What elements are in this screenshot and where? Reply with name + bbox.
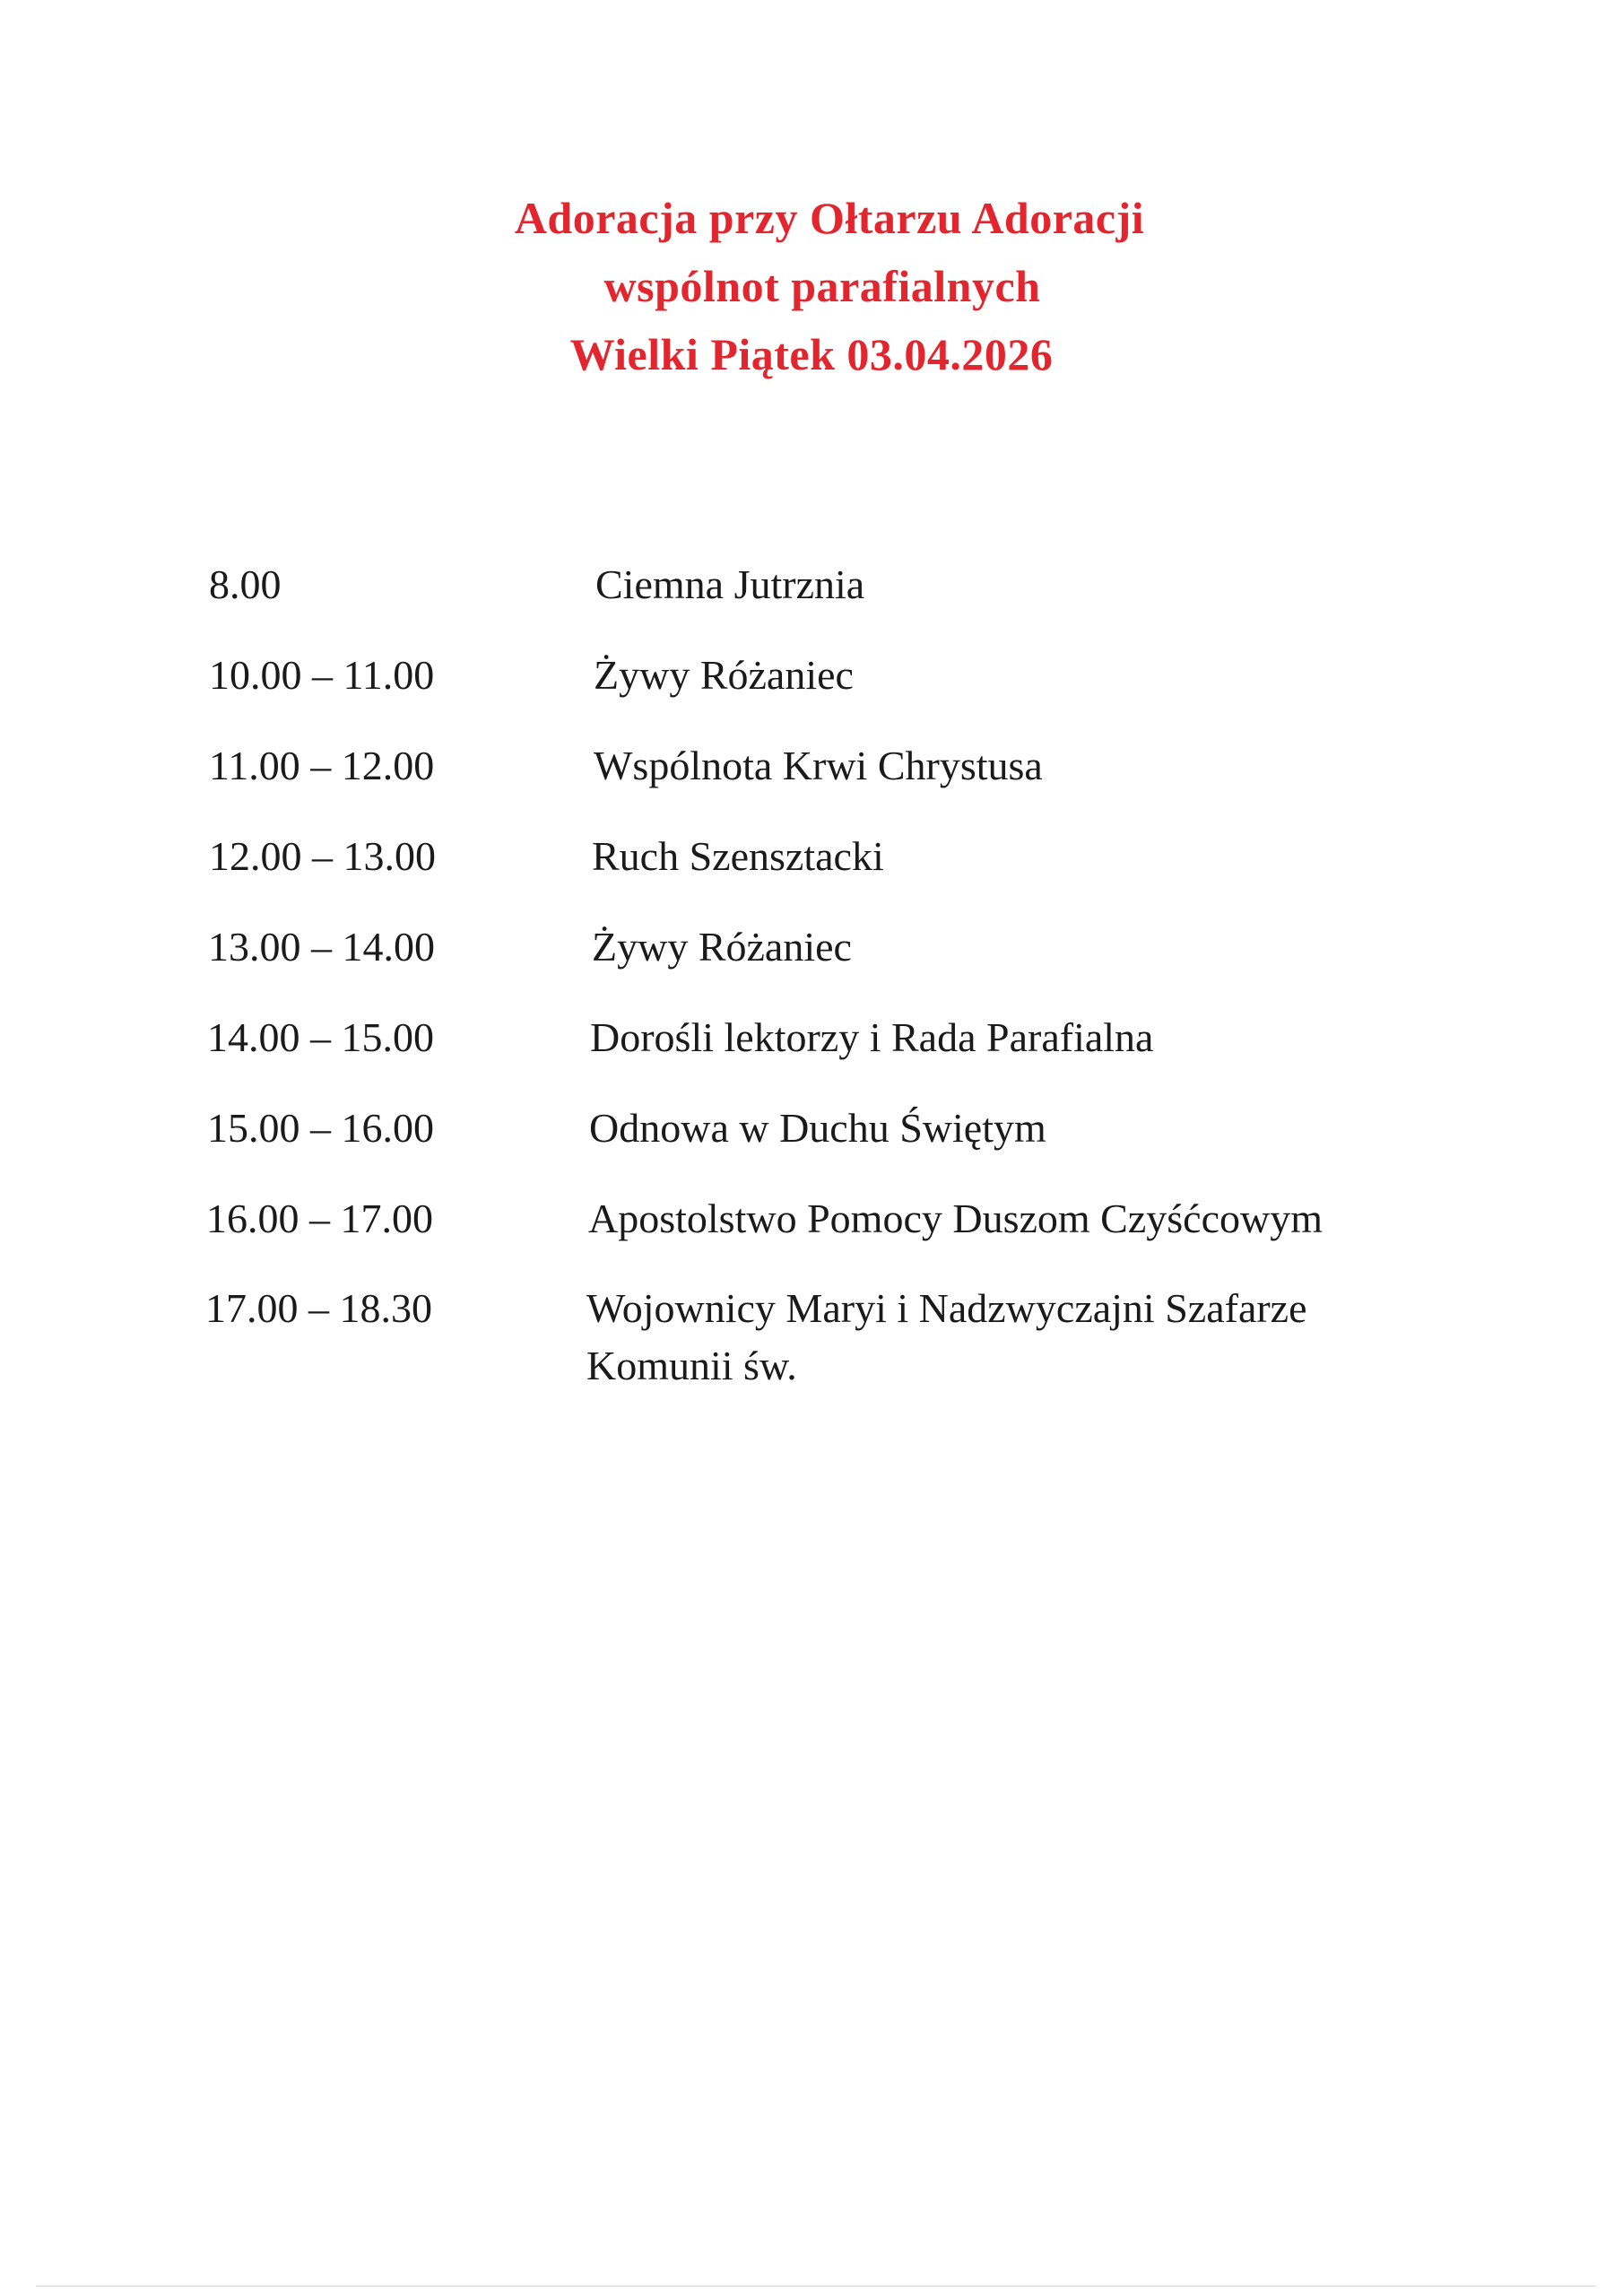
schedule-time: 15.00 – 16.00 (207, 1105, 434, 1151)
schedule-time: 12.00 – 13.00 (209, 833, 436, 879)
schedule-time: 13.00 – 14.00 (208, 924, 435, 970)
schedule-activity: Żywy Różaniec (592, 924, 852, 970)
schedule-time: 8.00 (209, 561, 282, 607)
schedule-activity-continued: Komunii św. (586, 1343, 797, 1388)
schedule-time: 11.00 – 12.00 (209, 743, 435, 788)
title-line-3: Wielki Piątek 03.04.2026 (569, 329, 1054, 379)
title-line-2: wspólnot parafialnych (603, 261, 1041, 311)
schedule-activity: Wspólnota Krwi Chrystusa (594, 743, 1043, 788)
schedule-time: 16.00 – 17.00 (206, 1196, 433, 1241)
schedule-activity: Odnowa w Duchu Świętym (589, 1105, 1046, 1151)
schedule-time: 17.00 – 18.30 (205, 1285, 432, 1331)
schedule-activity: Wojownicy Maryi i Nadzwyczajni Szafarze (586, 1285, 1307, 1331)
schedule-activity: Ciemna Jutrznia (595, 561, 865, 607)
schedule-activity: Żywy Różaniec (594, 652, 854, 698)
schedule-time: 14.00 – 15.00 (207, 1014, 434, 1060)
schedule-activity: Ruch Szensztacki (592, 833, 884, 879)
title-line-1: Adoracja przy Ołtarzu Adoracji (514, 193, 1145, 243)
schedule-activity: Dorośli lektorzy i Rada Parafialna (590, 1014, 1154, 1060)
scan-edge-line (36, 2285, 1596, 2287)
schedule-activity: Apostolstwo Pomocy Duszom Czyśćcowym (588, 1196, 1324, 1241)
schedule-time: 10.00 – 11.00 (209, 652, 435, 698)
